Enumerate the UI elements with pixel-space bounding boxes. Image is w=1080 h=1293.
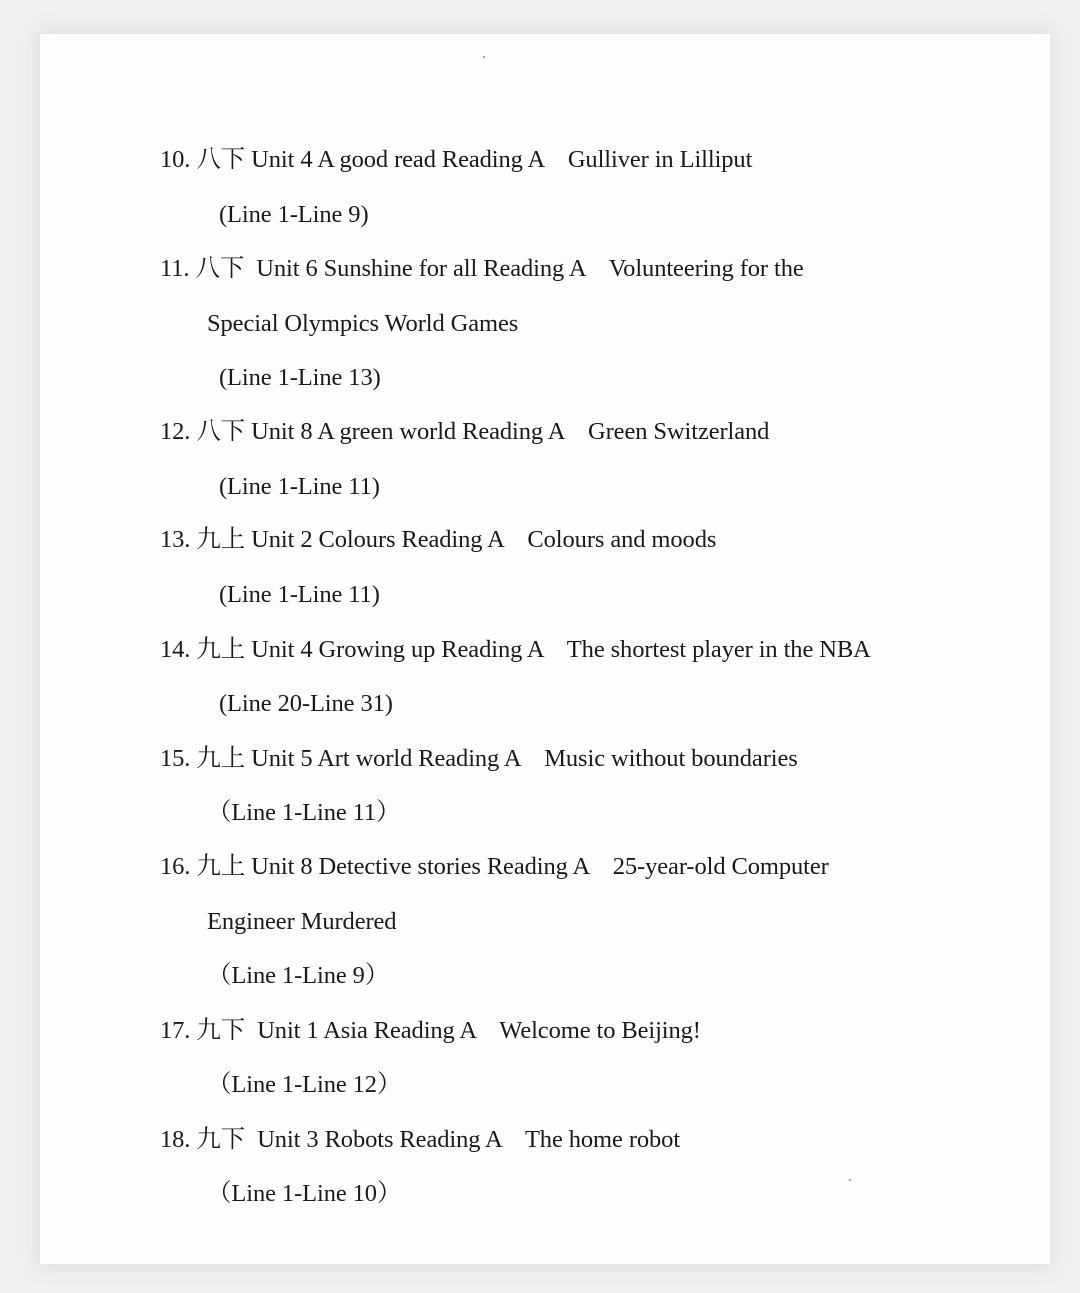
item-line-range: (Line 1-Line 9) bbox=[219, 201, 369, 228]
item-line-range: （Line 1-Line 11） bbox=[207, 799, 401, 826]
item-title: 九上 Unit 2 Colours Reading A Colours and moods bbox=[196, 526, 717, 553]
item-number: 17. bbox=[160, 1017, 191, 1044]
document-page bbox=[40, 34, 1050, 1264]
list-item-heading bbox=[160, 852, 829, 882]
item-title: 九上 Unit 8 Detective stories Reading A 25-year-old Computer bbox=[196, 853, 829, 880]
item-line-range: (Line 20-Line 31) bbox=[219, 690, 393, 717]
item-line-range: (Line 1-Line 11) bbox=[219, 581, 380, 608]
list-item-heading bbox=[160, 635, 871, 665]
scan-speck bbox=[849, 1179, 851, 1181]
item-number: 10. bbox=[160, 146, 191, 173]
item-title: 九上 Unit 5 Art world Reading A Music without boundaries bbox=[196, 745, 798, 772]
item-title: 九上 Unit 4 Growing up Reading A The shortest player in the NBA bbox=[196, 636, 871, 663]
item-number: 15. bbox=[160, 745, 191, 772]
item-number: 12. bbox=[160, 418, 191, 445]
item-title: 九下 Unit 3 Robots Reading A The home robot bbox=[196, 1126, 681, 1153]
list-item-heading bbox=[160, 145, 752, 175]
item-number: 14. bbox=[160, 636, 191, 663]
item-title: 九下 Unit 1 Asia Reading A Welcome to Beijing! bbox=[196, 1017, 701, 1044]
list-item-heading bbox=[160, 1016, 701, 1046]
list-item-heading bbox=[160, 1125, 680, 1155]
item-title-continuation: Engineer Murdered bbox=[207, 908, 397, 935]
item-line-range: (Line 1-Line 13) bbox=[219, 364, 381, 391]
list-item-heading bbox=[160, 254, 804, 284]
item-number: 18. bbox=[160, 1126, 191, 1153]
item-title: 八下 Unit 6 Sunshine for all Reading A Volunteering for the bbox=[195, 255, 804, 282]
item-title: 八下 Unit 4 A good read Reading A Gulliver in Lilliput bbox=[196, 146, 753, 173]
item-title-continuation: Special Olympics World Games bbox=[207, 310, 519, 337]
list-item-heading bbox=[160, 525, 716, 555]
item-line-range: (Line 1-Line 11) bbox=[219, 473, 380, 500]
item-line-range: （Line 1-Line 12） bbox=[207, 1071, 402, 1098]
list-item-heading bbox=[160, 417, 769, 447]
scan-speck bbox=[483, 56, 485, 58]
list-item-heading bbox=[160, 744, 798, 774]
item-number: 16. bbox=[160, 853, 191, 880]
item-title: 八下 Unit 8 A green world Reading A Green Switzerland bbox=[196, 418, 770, 445]
item-line-range: （Line 1-Line 9） bbox=[207, 962, 390, 989]
item-line-range: （Line 1-Line 10） bbox=[207, 1180, 402, 1207]
item-number: 11. bbox=[160, 255, 190, 282]
item-number: 13. bbox=[160, 526, 191, 553]
